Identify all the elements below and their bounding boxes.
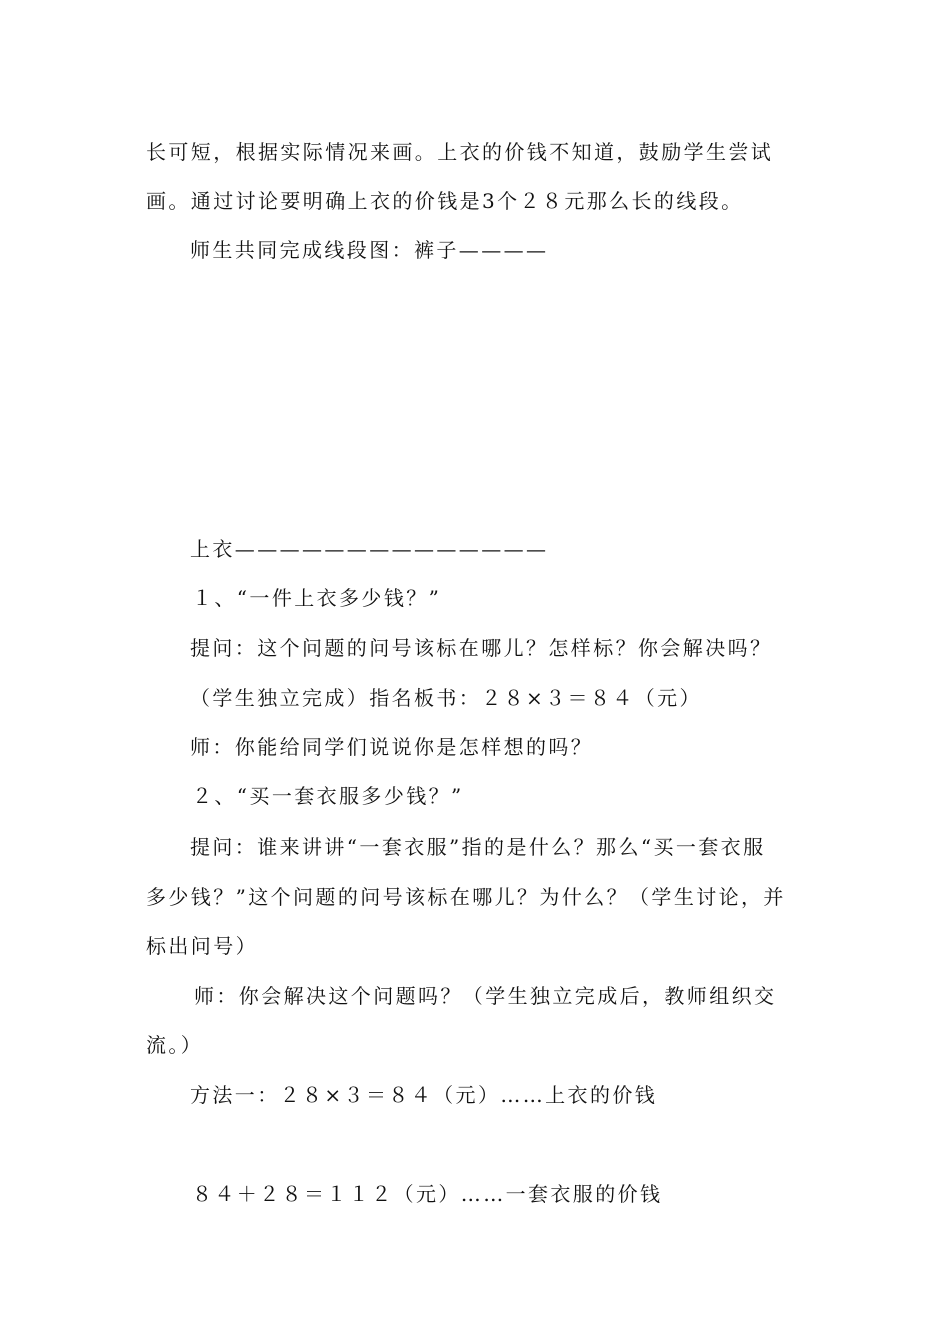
paragraph-line: 长可短，根据实际情况来画。上衣的价钱不知道，鼓励学生尝试 xyxy=(146,140,774,164)
paragraph-line: 多少钱？”这个问题的问号该标在哪儿？为什么？（学生讨论，并 xyxy=(146,885,786,909)
method-one-result-line: ８４＋２８＝１１２（元）……一套衣服的价钱 xyxy=(192,1182,663,1206)
method-one-line: 方法一：２８×３＝８４（元）……上衣的价钱 xyxy=(190,1083,658,1107)
paragraph-line: 师：你会解决这个问题吗？（学生独立完成后，教师组织交 xyxy=(194,984,777,1008)
paragraph-line: 流。） xyxy=(146,1033,204,1057)
segment-diagram-jacket-line: 上衣—————————————— xyxy=(190,537,549,561)
segment-diagram-pants-line: 师生共同完成线段图：裤子———— xyxy=(190,238,549,262)
paragraph-line: 提问：谁来讲讲“一套衣服”指的是什么？那么“买一套衣服 xyxy=(190,835,766,859)
paragraph-line: （学生独立完成）指名板书：２８×３＝８４（元） xyxy=(190,686,702,710)
question-heading-1: １、“一件上衣多少钱？” xyxy=(192,586,442,610)
paragraph-line: 师：你能给同学们说说你是怎样想的吗？ xyxy=(190,735,594,759)
question-heading-2: ２、“买一套衣服多少钱？” xyxy=(192,784,464,808)
paragraph-line: 提问：这个问题的问号该标在哪儿？怎样标？你会解决吗？ xyxy=(190,636,773,660)
paragraph-line: 画。通过讨论要明确上衣的价钱是3个２８元那么长的线段。 xyxy=(146,189,744,213)
paragraph-line: 标出问号） xyxy=(146,934,258,958)
